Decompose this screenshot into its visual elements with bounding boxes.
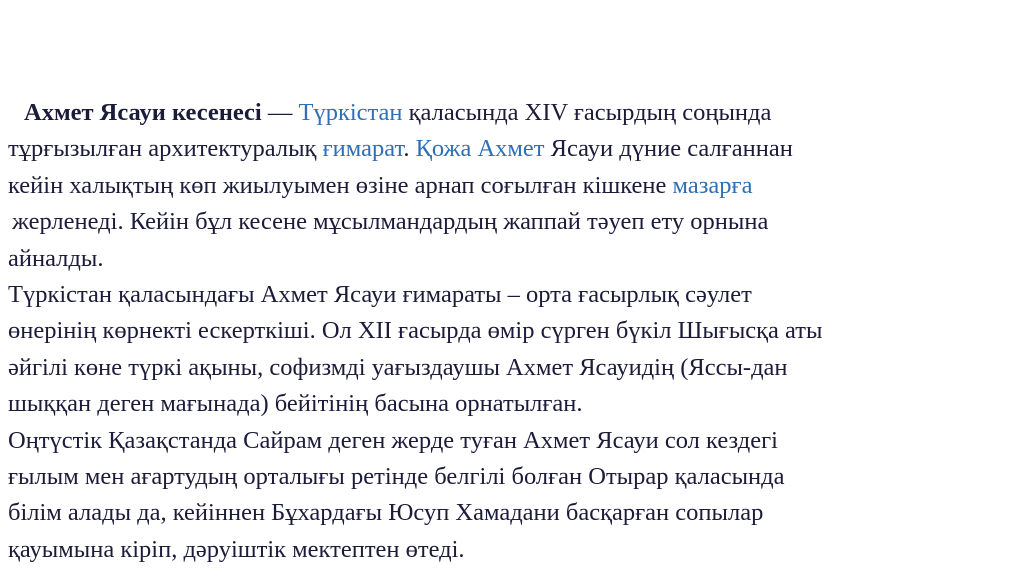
p3-line1: Оңтүстік Қазақстанда Сайрам деген жерде туған Ахмет Ясауи сол кездегі <box>8 426 778 454</box>
link-turkistan[interactable]: Түркістан <box>298 99 403 126</box>
p3-line4: қауымына кіріп, дәруіштік мектептен өтеді. <box>8 535 465 563</box>
p2-line2: өнерінің көрнекті ескерткіші. Ол XII ғасырда өмір сүрген бүкіл Шығысқа аты <box>8 317 823 345</box>
p2-line1: Түркістан қаласындағы Ахмет Ясауи ғимараты – орта ғасырлық сәулет <box>8 280 752 308</box>
p2-line3: әйгілі көне түркі ақыны, софизмді уағыздаушы Ахмет Ясауидің (Яссы-дан <box>8 353 788 381</box>
p1-line3-text: кейін халықтың көп жиылуымен өзіне арнап соғылған кішкене <box>8 171 673 199</box>
article-title: Ахмет Ясауи кесенесі <box>24 99 262 126</box>
p1-line4: жерленеді. Кейін бұл кесене мұсылмандардың жаппай тәуеп ету орнына <box>12 208 769 236</box>
article-text <box>8 95 1020 568</box>
link-khoja-akhmet[interactable]: Қожа Ахмет <box>415 135 545 163</box>
em-dash: — <box>261 99 299 126</box>
link-gimarat[interactable]: ғимарат <box>322 135 404 163</box>
p1-line2-text: тұрғызылған архитектуралық <box>8 135 323 163</box>
link-mazar[interactable]: мазарға <box>672 171 753 199</box>
p2-line4: шыққан деген мағынада) бейітінің басына орнатылған. <box>8 390 583 418</box>
p3-line3: білім алады да, кейіннен Бұхардағы Юсуп Хамадани басқарған сопылар <box>8 499 764 527</box>
p1-line2-rest: Ясауи дүние салғаннан <box>544 135 793 163</box>
p1-line2-dot: . <box>403 135 416 163</box>
p1-line1-rest: қаласында XIV ғасырдың соңында <box>402 99 772 126</box>
p1-line2 <box>8 131 1020 167</box>
p1-line5: айналды. <box>8 244 104 272</box>
p3-line2: ғылым мен ағартудың орталығы ретінде белгілі болған Отырар қаласында <box>8 462 785 490</box>
p1-line3 <box>8 168 1020 204</box>
p1-line1 <box>8 95 1020 131</box>
